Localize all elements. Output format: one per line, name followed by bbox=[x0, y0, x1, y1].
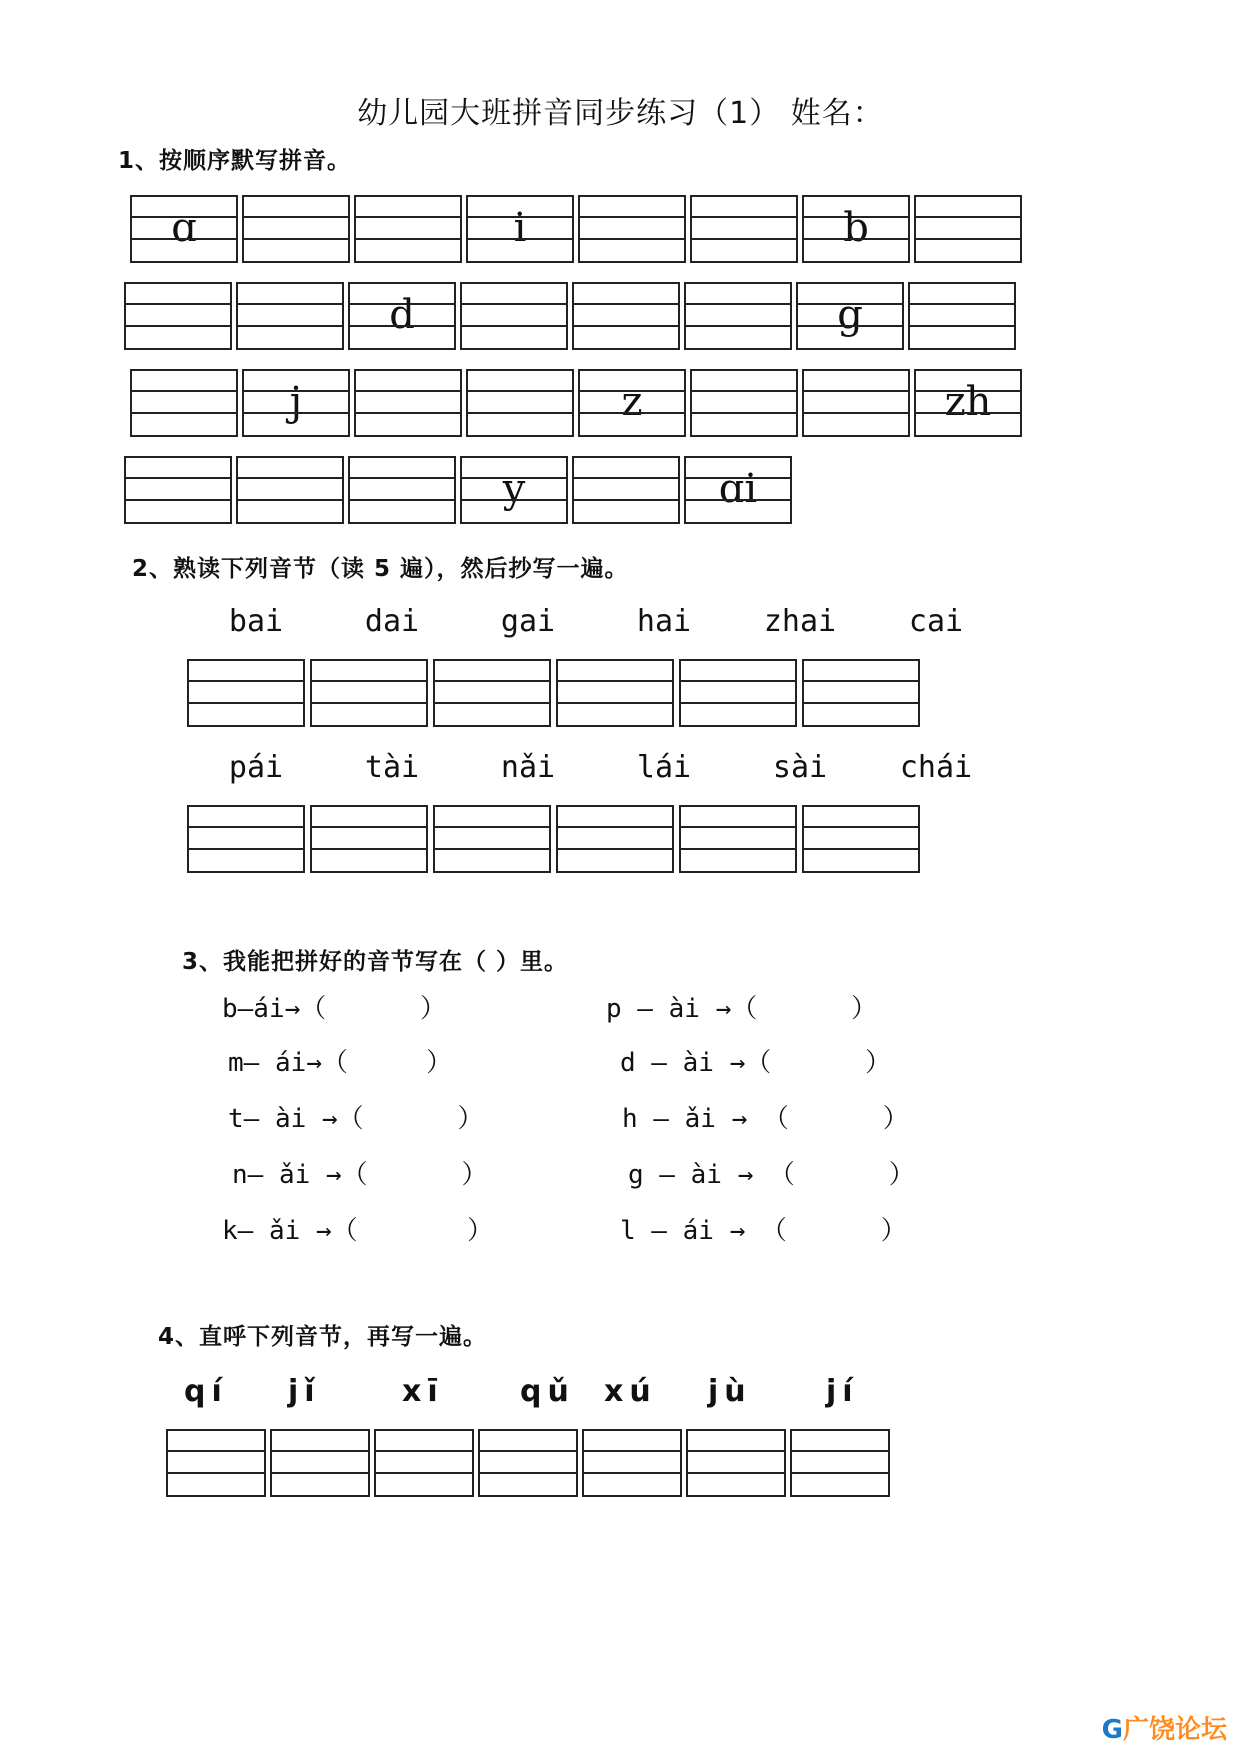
site-watermark bbox=[1102, 1709, 1227, 1746]
writing-cell[interactable] bbox=[686, 1429, 786, 1497]
spell-item: g — ài → （ ） bbox=[628, 1160, 915, 1190]
writing-cell[interactable] bbox=[556, 659, 674, 727]
grid-cell[interactable] bbox=[690, 369, 798, 437]
grid-cell[interactable] bbox=[242, 195, 350, 263]
grid-cell[interactable] bbox=[242, 369, 350, 437]
grid-cell[interactable] bbox=[466, 369, 574, 437]
grid-cell[interactable] bbox=[124, 456, 232, 524]
syllable: gai bbox=[500, 604, 556, 639]
grid-cell[interactable] bbox=[236, 282, 344, 350]
grid-cell[interactable] bbox=[460, 282, 568, 350]
writing-cell[interactable] bbox=[310, 805, 428, 873]
spell-item: k— ǎi →（ ） bbox=[222, 1216, 494, 1246]
syllable: jǐ bbox=[288, 1374, 321, 1409]
syllable: jí bbox=[826, 1374, 859, 1409]
section-2-heading: 2、熟读下列音节（读 5 遍），然后抄写一遍。 bbox=[132, 556, 629, 582]
syllable: qí bbox=[184, 1374, 228, 1409]
grid-cell[interactable] bbox=[908, 282, 1016, 350]
grid-cell[interactable] bbox=[578, 369, 686, 437]
writing-cell[interactable] bbox=[187, 805, 305, 873]
grid-cell[interactable] bbox=[130, 369, 238, 437]
syllable: tài bbox=[364, 750, 420, 785]
cell-letter: y bbox=[502, 466, 526, 512]
writing-cell[interactable] bbox=[374, 1429, 474, 1497]
grid-cell[interactable] bbox=[572, 456, 680, 524]
grid-cell[interactable] bbox=[578, 195, 686, 263]
writing-cell[interactable] bbox=[556, 805, 674, 873]
watermark-text: 广饶论坛 bbox=[1122, 1715, 1227, 1745]
grid-cell[interactable] bbox=[914, 369, 1022, 437]
grid-cell[interactable] bbox=[690, 195, 798, 263]
cell-letter: b bbox=[843, 205, 869, 251]
grid-cell[interactable] bbox=[348, 282, 456, 350]
cell-letter: j bbox=[289, 379, 303, 425]
writing-cell[interactable] bbox=[802, 659, 920, 727]
grid-cell[interactable] bbox=[348, 456, 456, 524]
grid-cell[interactable] bbox=[914, 195, 1022, 263]
syllable: lái bbox=[636, 750, 692, 785]
syllable: jù bbox=[708, 1374, 752, 1409]
cell-letter: zh bbox=[944, 379, 992, 425]
writing-cell[interactable] bbox=[802, 805, 920, 873]
writing-cell[interactable] bbox=[310, 659, 428, 727]
section-3-heading: 3、我能把拼好的音节写在（ ）里。 bbox=[182, 949, 569, 975]
cell-letter: d bbox=[389, 292, 415, 338]
grid-cell[interactable] bbox=[572, 282, 680, 350]
copy-grid-2 bbox=[187, 805, 920, 873]
grid-cell[interactable] bbox=[460, 456, 568, 524]
syllable: nǎi bbox=[500, 750, 556, 785]
writing-cell[interactable] bbox=[679, 805, 797, 873]
pinyin-grid-row-4 bbox=[124, 456, 792, 524]
section-1-heading: 1、按顺序默写拼音。 bbox=[118, 148, 352, 174]
cell-letter: g bbox=[837, 292, 863, 338]
writing-cell[interactable] bbox=[433, 659, 551, 727]
syllable: bai bbox=[228, 604, 284, 639]
spell-item: m— ái→（ ） bbox=[228, 1048, 453, 1078]
syllable: hai bbox=[636, 604, 692, 639]
spell-item: d — ài →（ ） bbox=[620, 1048, 892, 1078]
writing-cell[interactable] bbox=[187, 659, 305, 727]
pinyin-grid-row-3 bbox=[130, 369, 1022, 437]
syllable: sài bbox=[772, 750, 828, 785]
grid-cell[interactable] bbox=[684, 456, 792, 524]
grid-cell[interactable] bbox=[236, 456, 344, 524]
writing-cell[interactable] bbox=[582, 1429, 682, 1497]
spell-item: p — ài →（ ） bbox=[606, 994, 878, 1024]
syllable: chái bbox=[899, 750, 973, 785]
cell-letter: i bbox=[513, 205, 527, 251]
cell-letter: z bbox=[621, 379, 643, 425]
grid-cell[interactable] bbox=[796, 282, 904, 350]
writing-cell[interactable] bbox=[270, 1429, 370, 1497]
writing-cell[interactable] bbox=[679, 659, 797, 727]
writing-cell[interactable] bbox=[166, 1429, 266, 1497]
syllable: xú bbox=[604, 1374, 657, 1409]
grid-cell[interactable] bbox=[130, 195, 238, 263]
syllable: zhai bbox=[763, 604, 837, 639]
spell-item: n— ǎi →（ ） bbox=[232, 1160, 488, 1190]
watermark-logo-icon: G bbox=[1101, 1715, 1123, 1745]
page-title: 幼儿园大班拼音同步练习（1） 姓名： bbox=[357, 96, 884, 131]
section-4-heading: 4、直呼下列音节，再写一遍。 bbox=[158, 1324, 488, 1350]
grid-cell[interactable] bbox=[124, 282, 232, 350]
syllable: cai bbox=[908, 604, 964, 639]
grid-cell[interactable] bbox=[354, 195, 462, 263]
syllable-row-1 bbox=[188, 604, 1004, 639]
writing-cell[interactable] bbox=[790, 1429, 890, 1497]
spell-item: l — ái → （ ） bbox=[620, 1216, 907, 1246]
cell-letter: ɑ bbox=[171, 205, 197, 251]
grid-cell[interactable] bbox=[802, 369, 910, 437]
grid-cell[interactable] bbox=[466, 195, 574, 263]
pinyin-grid-row-1 bbox=[130, 195, 1022, 263]
syllable: xī bbox=[402, 1374, 444, 1409]
spell-item: b—ái→（ ） bbox=[222, 994, 447, 1024]
grid-cell[interactable] bbox=[354, 369, 462, 437]
syllable-row-2 bbox=[188, 750, 1004, 785]
copy-grid-1 bbox=[187, 659, 920, 727]
cell-letter: ɑi bbox=[718, 466, 758, 512]
writing-cell[interactable] bbox=[433, 805, 551, 873]
spell-item: t— ài →（ ） bbox=[228, 1104, 484, 1134]
copy-grid-3 bbox=[166, 1429, 890, 1497]
grid-cell[interactable] bbox=[684, 282, 792, 350]
grid-cell[interactable] bbox=[802, 195, 910, 263]
syllable: qǔ bbox=[520, 1374, 575, 1409]
spell-item: h — ǎi → （ ） bbox=[622, 1104, 909, 1134]
syllable: pái bbox=[228, 750, 284, 785]
writing-cell[interactable] bbox=[478, 1429, 578, 1497]
pinyin-grid-row-2 bbox=[124, 282, 1016, 350]
syllable: dai bbox=[364, 604, 420, 639]
